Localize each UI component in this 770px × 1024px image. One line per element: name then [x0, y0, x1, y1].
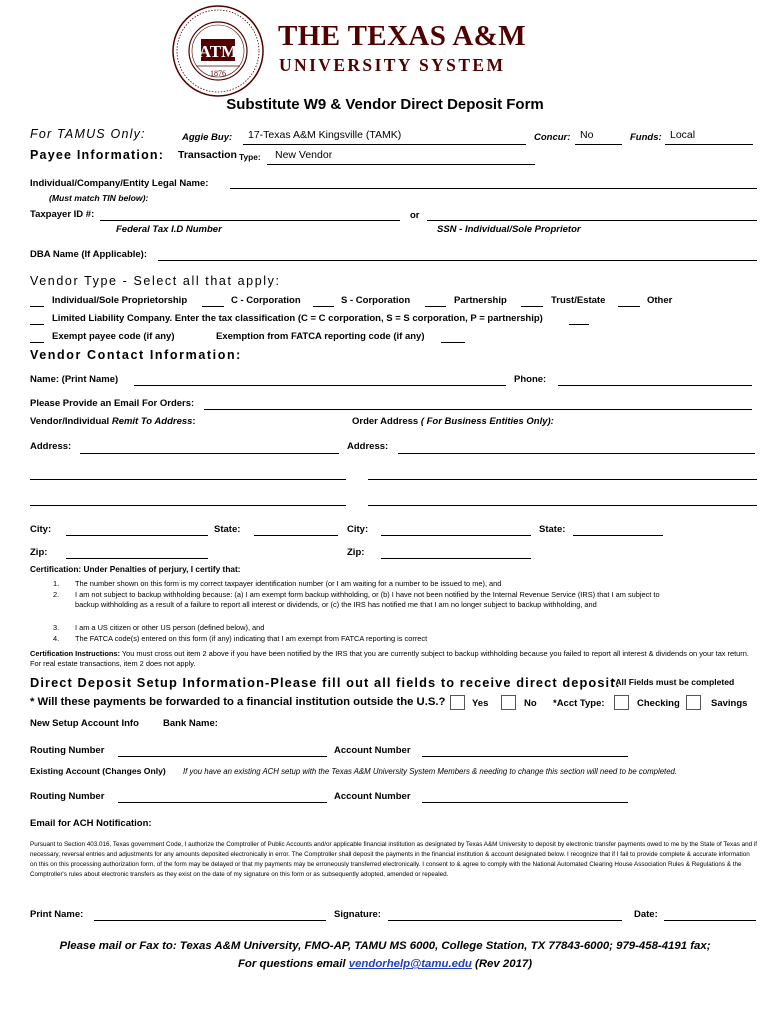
existing-routing-line[interactable] — [118, 802, 327, 803]
print-name-label: Print Name: — [30, 909, 84, 920]
cert-instructions-label: Certification Instructions: — [30, 649, 120, 658]
date-label: Date: — [634, 909, 658, 920]
remit-address-line-2[interactable] — [30, 479, 346, 480]
cert-item-4: The FATCA code(s) entered on this form (if any) indicating that I am exempt from FATCA reporting is correct — [75, 634, 428, 643]
vendor-type-heading: Vendor Type - Select all that apply: — [30, 274, 281, 288]
transaction-label: Transaction — [178, 149, 237, 161]
funds-line — [665, 144, 753, 145]
concur-value[interactable]: No — [580, 129, 594, 141]
seal-year: 1876 — [210, 69, 226, 78]
fatca-label: Exemption from FATCA reporting code (if any) — [216, 331, 425, 342]
foreign-question: * Will these payments be forwarded to a financial institution outside the U.S.? — [30, 696, 446, 708]
remit-address-line-1[interactable] — [80, 453, 339, 454]
cert-instructions — [30, 649, 757, 669]
all-fields-required: *All Fields must be completed — [612, 677, 735, 687]
llc-check[interactable] — [30, 324, 44, 325]
cert-item-1-num: 1. — [53, 579, 60, 588]
savings-checkbox[interactable] — [686, 695, 701, 710]
vendor-type-partnership: Partnership — [454, 295, 507, 306]
cert-item-2: I am not subject to backup withholding because: (a) I am exempt form backup withholding, or (b) I have not been notified by the Internal Revenue Service (IRS) that I am subject to backup withholding as a result of a failure to report all interest or dividends, or (c) the IRS has notified me that I am no longer subject to backup withholding, and — [75, 590, 660, 609]
new-routing-line[interactable] — [118, 756, 327, 757]
federal-tax-caption: Federal Tax I.D Number — [116, 224, 222, 235]
order-address-line-3[interactable] — [368, 505, 757, 506]
email-orders-label: Please Provide an Email For Orders: — [30, 398, 195, 409]
mail-instructions: Please mail or Fax to: Texas A&M University, FMO-AP, TAMU MS 6000, College Station, TX 77843-6000; 979-458-4191 fax; — [59, 940, 711, 952]
order-address-line-2[interactable] — [368, 479, 757, 480]
existing-account-number-label: Account Number — [334, 791, 411, 802]
name-label: Name: (Print Name) — [30, 374, 119, 385]
brand-subtitle: UNIVERSITY SYSTEM — [279, 55, 506, 75]
new-account-label: Account Number — [334, 745, 411, 756]
new-setup-label: New Setup Account Info — [30, 718, 139, 729]
dba-label: DBA Name (If Applicable): — [30, 249, 148, 260]
legal-name-line[interactable] — [230, 188, 757, 189]
transaction-type-value[interactable]: New Vendor — [275, 149, 333, 161]
cert-item-3-num: 3. — [53, 623, 60, 632]
concur-line — [575, 144, 622, 145]
foreign-no-checkbox[interactable] — [501, 695, 516, 710]
legal-name-label: Individual/Company/Entity Legal Name: — [30, 178, 209, 189]
vendor-type-individual-check[interactable] — [30, 306, 44, 307]
remit-label — [30, 416, 196, 427]
order-city-label: City: — [347, 524, 369, 535]
order-state-label: State: — [539, 524, 566, 535]
phone-line[interactable] — [558, 385, 752, 386]
order-prefix: Order Address — [352, 416, 421, 427]
authorization-text: Pursuant to Section 403.016, Texas government Code, I authorize the Comptroller of Public Accounts and/or applicable financial institution as designated by Texas A&M University to deposit by electronic transfer payments owed to me by the State of Texas and if necessary, reversal entries and adjustments for any amounts deposited electronically in error. The Comptroller shall deposit the payments in the financial institution & account designated below. I recognize that if I fail to provide complete & accurate information on this on this processing authorization form, of the form may be delayed or that my payments may be erroneously transferred electronically. I consent to & agree to comply with the National Automated Clearing House Association Rules & Regulations & the Comptroller's rules about electronic transfers as they exist on the date of my signature on this form or as subsequently adopted, amended or repealed. — [30, 841, 758, 878]
or-label: or — [410, 210, 420, 221]
exempt-payee-label: Exempt payee code (if any) — [52, 331, 175, 342]
cert-item-3: I am a US citizen or other US person (defined below), and — [75, 623, 265, 632]
payee-info-label: Payee Information: — [30, 148, 165, 162]
for-tamus-label: For TAMUS Only: — [30, 127, 146, 141]
new-account-line[interactable] — [422, 756, 628, 757]
must-match-note: (Must match TIN below): — [49, 193, 149, 203]
remit-prefix: Vendor/Individual — [30, 416, 112, 427]
questions-suffix: (Rev 2017) — [471, 958, 533, 970]
existing-account-note: If you have an existing ACH setup with the Texas A&M University System Members & needing to change this section will need to be completed. — [183, 767, 678, 776]
dba-line[interactable] — [158, 260, 757, 261]
aggie-buy-value[interactable]: 17-Texas A&M Kingsville (TAMK) — [248, 129, 402, 141]
order-italic: ( For Business Entities Only): — [420, 416, 554, 427]
savings-label: Savings — [711, 698, 748, 709]
llc-classification-line[interactable] — [569, 324, 589, 325]
vendor-type-partnership-check[interactable] — [425, 306, 446, 307]
foreign-no-label: No — [524, 698, 537, 709]
deposit-heading: Direct Deposit Setup Information-Please fill out all fields to receive direct deposit. — [30, 675, 621, 690]
cert-item-1: The number shown on this form is my correct taxpayer identification number (or I am waiting for a number to be issued to me), and — [75, 579, 502, 588]
order-address-label — [352, 416, 554, 427]
remit-city-line[interactable] — [66, 535, 208, 536]
vendor-type-ccorp: C - Corporation — [231, 295, 301, 306]
taxpayer-id-label: Taxpayer ID #: — [30, 209, 95, 220]
checking-checkbox[interactable] — [614, 695, 629, 710]
vendor-type-trust-check[interactable] — [521, 306, 543, 307]
remit-address-line-3[interactable] — [30, 505, 346, 506]
bank-name-label: Bank Name: — [163, 718, 218, 729]
order-address-line-1[interactable] — [398, 453, 755, 454]
remit-state-line[interactable] — [254, 535, 338, 536]
remit-state-label: State: — [214, 524, 241, 535]
remit-suffix: : — [192, 416, 196, 427]
ssn-line[interactable] — [427, 220, 757, 221]
questions-prefix: For questions email — [237, 958, 349, 970]
cert-item-4-num: 4. — [53, 634, 60, 643]
vendor-type-individual: Individual/Sole Proprietorship — [52, 295, 188, 306]
existing-routing-label: Routing Number — [30, 791, 105, 802]
remit-city-label: City: — [30, 524, 52, 535]
certification-heading: Certification: Under Penalties of perjury, I certify that: — [30, 564, 241, 574]
vendor-type-ccorp-check[interactable] — [202, 306, 224, 307]
email-ach-label: Email for ACH Notification: — [30, 818, 152, 829]
funds-value[interactable]: Local — [670, 129, 696, 141]
date-line[interactable] — [664, 920, 756, 921]
remit-zip-label: Zip: — [30, 547, 48, 558]
order-city-line[interactable] — [381, 535, 531, 536]
remit-zip-line[interactable] — [66, 558, 208, 559]
federal-tax-line[interactable] — [100, 220, 400, 221]
questions-line — [0, 958, 770, 970]
signature-label: Signature: — [334, 909, 381, 920]
ssn-caption: SSN - Individual/Sole Proprietor — [437, 224, 581, 235]
vendor-type-other-check[interactable] — [618, 306, 640, 307]
aggie-buy-line — [243, 144, 526, 145]
existing-account-line[interactable] — [422, 802, 628, 803]
order-address-field-label: Address: — [347, 441, 389, 452]
exempt-payee-check[interactable] — [30, 342, 44, 343]
vendor-type-scorp-check[interactable] — [313, 306, 334, 307]
transaction-line — [267, 164, 535, 165]
support-email-link[interactable]: vendorhelp@tamu.edu — [348, 958, 472, 970]
new-routing-label: Routing Number — [30, 745, 105, 756]
cert-instructions-text: You must cross out item 2 above if you have been notified by the IRS that you are currently subject to backup withholding because you failed to report all interest & dividends on your tax return. For real estate transactions, item 2 does not apply. — [30, 649, 749, 668]
contact-heading: Vendor Contact Information: — [30, 348, 242, 362]
transaction-type-label: Type: — [239, 152, 261, 162]
remit-italic: Remit To Address — [111, 416, 193, 427]
name-line[interactable] — [134, 385, 506, 386]
cert-item-2-num: 2. — [53, 590, 60, 599]
vendor-type-trust: Trust/Estate — [551, 295, 606, 306]
concur-label: Concur: — [534, 132, 571, 143]
vendor-type-scorp: S - Corporation — [341, 295, 411, 306]
order-state-line[interactable] — [573, 535, 663, 536]
email-orders-line[interactable] — [204, 409, 752, 410]
vendor-type-other: Other — [647, 295, 673, 306]
svg-text:ATM: ATM — [198, 42, 238, 61]
aggie-buy-label: Aggie Buy: — [182, 132, 233, 143]
remit-address-label: Address: — [30, 441, 72, 452]
foreign-yes-label: Yes — [472, 698, 489, 709]
order-zip-line[interactable] — [381, 558, 531, 559]
fatca-line[interactable] — [441, 342, 465, 343]
university-seal — [171, 4, 265, 98]
phone-label: Phone: — [514, 374, 547, 385]
form-title: Substitute W9 & Vendor Direct Deposit Form — [226, 96, 544, 113]
existing-account-label: Existing Account (Changes Only) — [30, 766, 166, 776]
acct-type-label: *Acct Type: — [553, 698, 605, 709]
foreign-yes-checkbox[interactable] — [450, 695, 465, 710]
funds-label: Funds: — [630, 132, 662, 143]
llc-label: Limited Liability Company. Enter the tax classification (C = C corporation, S = S corporation, P = partnership) — [52, 313, 543, 324]
signature-line[interactable] — [388, 920, 622, 921]
checking-label: Checking — [637, 698, 680, 709]
brand-title: THE TEXAS A&M — [278, 20, 526, 52]
print-name-line[interactable] — [94, 920, 326, 921]
order-zip-label: Zip: — [347, 547, 365, 558]
